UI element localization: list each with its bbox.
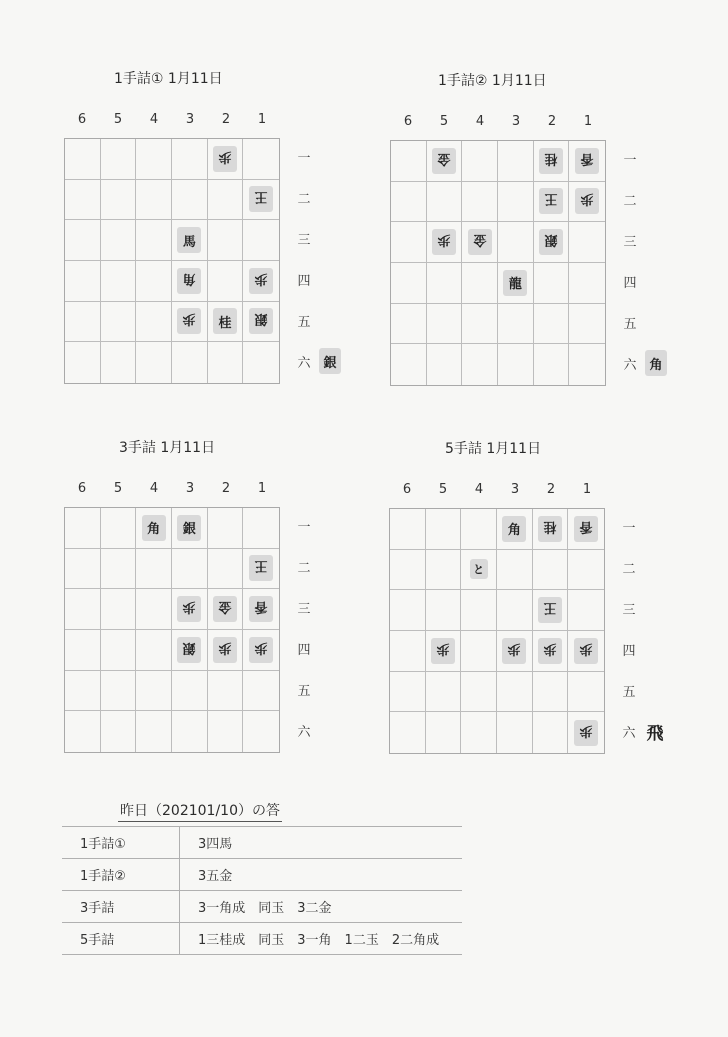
board-square [65, 220, 101, 261]
board-square [498, 263, 534, 304]
row-number: 三 [297, 233, 311, 248]
column-number: 5 [438, 482, 448, 497]
board-square [426, 712, 462, 753]
shogi-piece: 歩 [574, 720, 598, 746]
answer-row [62, 891, 462, 923]
board-square [534, 344, 570, 385]
shogi-piece: 歩 [177, 308, 201, 334]
board-square [391, 141, 427, 182]
board-square [462, 344, 498, 385]
board-square [172, 549, 208, 590]
piece-in-hand: 角 [645, 350, 667, 376]
column-number: 1 [257, 112, 267, 127]
shogi-piece: 王 [538, 597, 562, 623]
shogi-piece: 銀 [177, 637, 201, 663]
column-number: 2 [221, 481, 231, 496]
board-square [534, 222, 570, 263]
column-number: 1 [582, 482, 592, 497]
puzzle-title: 5手詰 1月11日 [445, 441, 542, 457]
board-square [136, 549, 172, 590]
board-square [569, 344, 605, 385]
board-square [497, 631, 533, 672]
board-square [243, 508, 279, 549]
board-square [101, 220, 137, 261]
shogi-piece: 金 [213, 596, 237, 622]
board-square [65, 549, 101, 590]
board-square [391, 304, 427, 345]
column-number: 5 [439, 114, 449, 129]
board-square [136, 508, 172, 549]
column-number: 3 [185, 112, 195, 127]
column-number: 2 [546, 482, 556, 497]
board-square [390, 550, 426, 591]
board-square [426, 509, 462, 550]
board-square [390, 672, 426, 713]
column-number: 4 [474, 482, 484, 497]
board-square [243, 630, 279, 671]
board-square [243, 302, 279, 343]
board-square [172, 261, 208, 302]
board-square [136, 589, 172, 630]
board-square [462, 263, 498, 304]
board-square [136, 711, 172, 752]
row-number: 二 [623, 194, 637, 209]
shogi-piece: 角 [502, 516, 526, 542]
board-square [172, 711, 208, 752]
board-square [172, 220, 208, 261]
board-square [136, 302, 172, 343]
board-square [568, 550, 604, 591]
board-square [243, 342, 279, 383]
column-number: 6 [403, 114, 413, 129]
board-square [136, 139, 172, 180]
shogi-piece: 歩 [502, 638, 526, 664]
board-square [569, 222, 605, 263]
shogi-piece: 歩 [249, 637, 273, 663]
board-square [533, 631, 569, 672]
board-square [243, 180, 279, 221]
answer-value: 3四馬 [198, 837, 233, 852]
board-square [533, 509, 569, 550]
board-square [65, 302, 101, 343]
shogi-piece: 角 [142, 515, 166, 541]
shogi-piece: 歩 [574, 638, 598, 664]
answer-key: 1手詰② [62, 859, 180, 890]
shogi-piece: 歩 [431, 638, 455, 664]
shogi-piece: と [470, 559, 488, 579]
board-square [65, 139, 101, 180]
shogi-board [389, 508, 605, 754]
shogi-piece: 馬 [177, 227, 201, 253]
column-number: 1 [583, 114, 593, 129]
row-number: 六 [622, 726, 636, 741]
board-square [391, 182, 427, 223]
row-number: 三 [623, 235, 637, 250]
answer-value: 3一角成 同玉 3二金 [198, 901, 332, 916]
shogi-piece: 桂 [539, 148, 563, 174]
column-number: 6 [77, 112, 87, 127]
row-number: 五 [623, 317, 637, 332]
answer-value: 1三桂成 同玉 3一角 1二玉 2二角成 [198, 933, 440, 948]
board-square [136, 180, 172, 221]
board-square [65, 180, 101, 221]
board-square [243, 139, 279, 180]
board-square [498, 182, 534, 223]
board-square [427, 141, 463, 182]
board-square [461, 672, 497, 713]
answer-row [62, 827, 462, 859]
shogi-piece: 歩 [575, 188, 599, 214]
board-square [136, 630, 172, 671]
shogi-piece: 香 [575, 148, 599, 174]
board-square [65, 589, 101, 630]
board-square [65, 342, 101, 383]
row-number: 一 [623, 153, 637, 168]
board-square [498, 304, 534, 345]
puzzle-title: 1手詰① 1月11日 [114, 71, 223, 87]
board-square [208, 671, 244, 712]
board-square [569, 141, 605, 182]
board-square [243, 711, 279, 752]
board-square [461, 550, 497, 591]
board-square [390, 590, 426, 631]
row-number: 三 [622, 603, 636, 618]
board-square [390, 509, 426, 550]
board-square [136, 671, 172, 712]
board-square [462, 304, 498, 345]
board-square [208, 711, 244, 752]
board-square [568, 712, 604, 753]
shogi-piece: 角 [177, 268, 201, 294]
board-square [497, 509, 533, 550]
board-square [497, 590, 533, 631]
column-number: 3 [185, 481, 195, 496]
answers-title-text: 昨日（202101/10）の答 [120, 803, 280, 819]
board-square [208, 342, 244, 383]
column-number: 3 [510, 482, 520, 497]
board-square [462, 141, 498, 182]
shogi-piece: 香 [249, 596, 273, 622]
board-square [101, 139, 137, 180]
row-number: 四 [622, 644, 636, 659]
board-square [534, 304, 570, 345]
board-square [208, 302, 244, 343]
board-square [208, 549, 244, 590]
board-square [534, 182, 570, 223]
board-square [568, 672, 604, 713]
board-square [533, 672, 569, 713]
board-square [243, 220, 279, 261]
piece-in-hand: 飛 [646, 723, 664, 744]
board-square [426, 631, 462, 672]
row-number: 三 [297, 602, 311, 617]
answer-value: 3五金 [198, 869, 233, 884]
board-square [136, 342, 172, 383]
board-square [461, 631, 497, 672]
shogi-piece: 王 [249, 186, 273, 212]
board-square [101, 671, 137, 712]
board-square [65, 711, 101, 752]
board-square [243, 549, 279, 590]
board-square [498, 344, 534, 385]
board-square [533, 712, 569, 753]
shogi-piece: 金 [432, 148, 456, 174]
shogi-board [64, 138, 280, 384]
board-square [101, 549, 137, 590]
row-number: 五 [622, 685, 636, 700]
board-square [208, 508, 244, 549]
shogi-piece: 龍 [503, 270, 527, 296]
answer-key: 1手詰① [62, 827, 180, 858]
board-square [498, 141, 534, 182]
row-number: 四 [297, 274, 311, 289]
board-square [568, 509, 604, 550]
column-number: 3 [511, 114, 521, 129]
board-square [497, 672, 533, 713]
shogi-board [390, 140, 606, 386]
column-number: 5 [113, 481, 123, 496]
row-number: 四 [623, 276, 637, 291]
row-number: 一 [297, 151, 311, 166]
board-square [172, 139, 208, 180]
board-square [243, 261, 279, 302]
shogi-piece: 歩 [213, 637, 237, 663]
board-square [101, 342, 137, 383]
board-square [391, 344, 427, 385]
column-number: 4 [149, 481, 159, 496]
board-square [534, 263, 570, 304]
shogi-piece: 銀 [177, 515, 201, 541]
shogi-piece: 銀 [539, 229, 563, 255]
board-square [172, 671, 208, 712]
board-square [391, 263, 427, 304]
row-number: 六 [623, 358, 637, 373]
board-square [534, 141, 570, 182]
board-square [427, 344, 463, 385]
column-number: 6 [402, 482, 412, 497]
board-square [101, 508, 137, 549]
board-square [427, 304, 463, 345]
board-square [462, 222, 498, 263]
shogi-piece: 桂 [538, 516, 562, 542]
board-square [390, 712, 426, 753]
shogi-piece: 銀 [249, 308, 273, 334]
board-square [533, 550, 569, 591]
board-square [172, 302, 208, 343]
shogi-piece: 歩 [538, 638, 562, 664]
board-square [426, 590, 462, 631]
shogi-piece: 金 [468, 229, 492, 255]
board-square [427, 222, 463, 263]
board-square [172, 508, 208, 549]
title-underline [118, 821, 282, 822]
board-square [172, 589, 208, 630]
puzzle-title: 1手詰② 1月11日 [438, 73, 547, 89]
shogi-board [64, 507, 280, 753]
row-number: 四 [297, 643, 311, 658]
shogi-piece: 桂 [213, 308, 237, 334]
answers-table [62, 826, 462, 955]
row-number: 一 [622, 521, 636, 536]
board-square [426, 550, 462, 591]
board-square [101, 261, 137, 302]
board-square [462, 182, 498, 223]
column-number: 2 [547, 114, 557, 129]
board-square [208, 589, 244, 630]
board-square [461, 590, 497, 631]
piece-in-hand: 銀 [319, 348, 341, 374]
board-square [208, 630, 244, 671]
column-number: 6 [77, 481, 87, 496]
board-square [65, 671, 101, 712]
answer-key: 3手詰 [62, 891, 180, 922]
board-square [461, 509, 497, 550]
puzzle-title: 3手詰 1月11日 [119, 440, 216, 456]
board-square [136, 261, 172, 302]
board-square [136, 220, 172, 261]
board-square [172, 630, 208, 671]
board-square [65, 630, 101, 671]
board-square [569, 263, 605, 304]
shogi-piece: 歩 [249, 268, 273, 294]
board-square [426, 672, 462, 713]
shogi-piece: 歩 [432, 229, 456, 255]
column-number: 4 [475, 114, 485, 129]
shogi-piece: 歩 [213, 146, 237, 172]
board-square [172, 342, 208, 383]
board-square [208, 139, 244, 180]
board-square [497, 550, 533, 591]
answer-key: 5手詰 [62, 923, 180, 954]
shogi-piece: 王 [249, 555, 273, 581]
answer-row [62, 923, 462, 955]
row-number: 一 [297, 520, 311, 535]
board-square [172, 180, 208, 221]
board-square [498, 222, 534, 263]
row-number: 五 [297, 684, 311, 699]
board-square [208, 180, 244, 221]
row-number: 二 [622, 562, 636, 577]
answer-row [62, 859, 462, 891]
board-square [101, 589, 137, 630]
board-square [568, 631, 604, 672]
column-number: 5 [113, 112, 123, 127]
column-number: 2 [221, 112, 231, 127]
board-square [101, 302, 137, 343]
board-square [497, 712, 533, 753]
board-square [427, 263, 463, 304]
board-square [65, 508, 101, 549]
row-number: 五 [297, 315, 311, 330]
board-square [208, 261, 244, 302]
board-square [65, 261, 101, 302]
board-square [533, 590, 569, 631]
board-square [569, 182, 605, 223]
board-square [568, 590, 604, 631]
row-number: 二 [297, 561, 311, 576]
answers-title [120, 800, 280, 820]
board-square [208, 220, 244, 261]
board-square [243, 589, 279, 630]
board-square [427, 182, 463, 223]
row-number: 六 [297, 356, 311, 371]
shogi-piece: 王 [539, 188, 563, 214]
column-number: 4 [149, 112, 159, 127]
board-square [461, 712, 497, 753]
board-square [101, 711, 137, 752]
board-square [390, 631, 426, 672]
row-number: 二 [297, 192, 311, 207]
column-number: 1 [257, 481, 267, 496]
row-number: 六 [297, 725, 311, 740]
shogi-piece: 香 [574, 516, 598, 542]
board-square [569, 304, 605, 345]
board-square [243, 671, 279, 712]
shogi-piece: 歩 [177, 596, 201, 622]
board-square [101, 180, 137, 221]
board-square [101, 630, 137, 671]
board-square [391, 222, 427, 263]
